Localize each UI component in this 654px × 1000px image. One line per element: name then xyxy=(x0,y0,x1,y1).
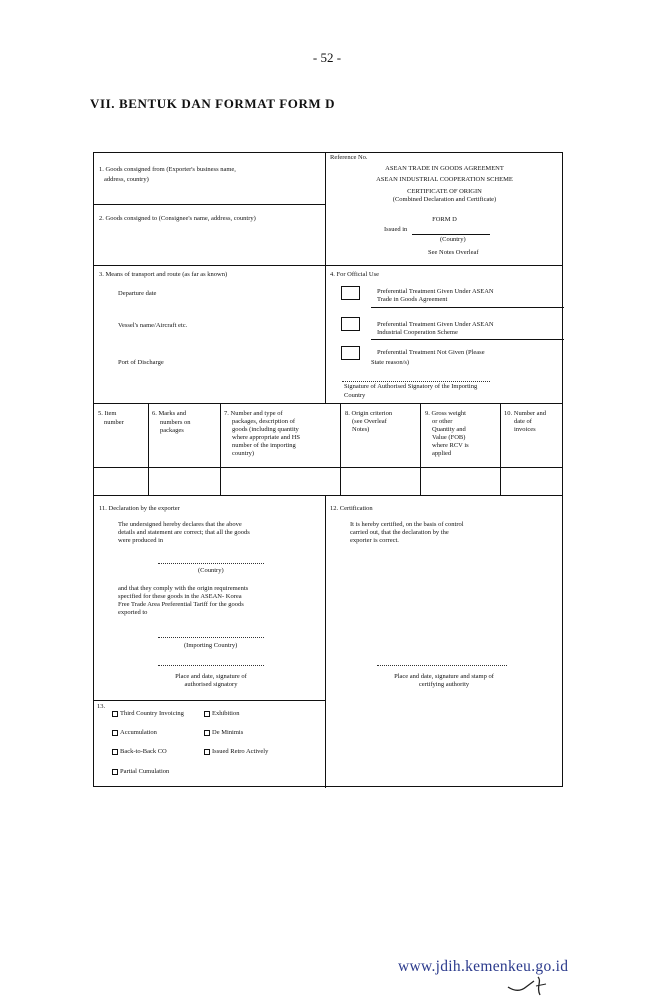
box11-place-l2: authorised signatory xyxy=(184,681,238,688)
form-d xyxy=(93,152,563,787)
see-notes: See Notes Overleaf xyxy=(428,249,479,256)
form-name: FORM D xyxy=(432,216,457,223)
vessel-name-label: Vessel's name/Aircraft etc. xyxy=(118,322,188,329)
box4-sig-line1: Signature of Authorised Signatory of the Importing xyxy=(344,383,478,390)
box4-opt2-line2: Industrial Cooperation Scheme xyxy=(377,329,458,336)
box11-p1-l2: details and statement are correct; that all the goods xyxy=(118,529,250,536)
box12-place-l2: certifying authority xyxy=(418,681,470,688)
box13-accumulation xyxy=(112,729,157,738)
box4-opt2-line1: Preferential Treatment Given Under ASEAN xyxy=(377,321,494,328)
official-use-checkbox-3 xyxy=(341,346,360,360)
col9-header-l3: Quantity and xyxy=(432,426,466,433)
col7-header-l4: where appropriate and HS xyxy=(232,434,301,441)
footer-url[interactable]: www.jdih.kemenkeu.go.id xyxy=(398,958,569,975)
checkbox-icon xyxy=(204,730,210,736)
col9-header-l5: where RCV is xyxy=(432,442,469,449)
box13-de-minimis-label: De Minimis xyxy=(212,729,244,736)
divider-row3 xyxy=(94,403,562,404)
box12-signature-line xyxy=(377,665,507,666)
divider-col-8-9 xyxy=(420,403,421,495)
box4-opt1-line2: Trade in Goods Agreement xyxy=(377,296,448,303)
box1-label-line1: 1. Goods consigned from (Exporter's business name, xyxy=(99,166,236,173)
box13-number: 13. xyxy=(97,703,106,710)
col10-header-l1: 10. Number and xyxy=(504,410,547,417)
col8-header-l3: Notes) xyxy=(352,426,370,433)
col9-header-l4: Value (FOB) xyxy=(432,434,466,441)
divider-columns-header xyxy=(94,467,562,468)
col5-header-l1: 5. Item xyxy=(98,410,117,417)
box13-partial xyxy=(112,768,169,777)
official-use-checkbox-2 xyxy=(341,317,360,331)
box3-label: 3. Means of transport and route (as far as known) xyxy=(99,271,228,278)
divider-col-7-8 xyxy=(340,403,341,495)
box4-opt2-rule xyxy=(371,339,564,340)
col6-header-l1: 6. Marks and xyxy=(152,410,187,417)
box2-label: 2. Goods consigned to (Consignee's name, address, country) xyxy=(99,215,256,222)
box11-importing-country: (Importing Country) xyxy=(184,642,238,649)
reference-country: (Country) xyxy=(440,236,466,243)
box12-place-l1: Place and date, signature and stamp of xyxy=(394,673,494,680)
issued-in-line xyxy=(412,234,490,235)
box11-p2-l4: exported to xyxy=(118,609,148,616)
box11-place-l1: Place and date, signature of xyxy=(175,673,247,680)
box11-p2-l3: Free Trade Area Preferential Tariff for the goods xyxy=(118,601,244,608)
col10-header-l3: invoices xyxy=(514,426,536,433)
box13-third-country-label: Third Country Invoicing xyxy=(120,710,184,717)
checkbox-icon xyxy=(112,769,118,775)
box4-opt3-line2: State reason/s) xyxy=(371,359,410,366)
official-use-checkbox-1 xyxy=(341,286,360,300)
col6-header-l2: numbers on xyxy=(160,419,191,426)
box13-exhibition-label: Exhibition xyxy=(212,710,240,717)
box4-sig-line2: Country xyxy=(344,392,366,399)
box11-p2-l1: and that they comply with the origin requirements xyxy=(118,585,249,592)
reference-line1: ASEAN TRADE IN GOODS AGREEMENT xyxy=(385,165,504,172)
issued-in-label: Issued in xyxy=(384,226,408,233)
box11-signature-line xyxy=(158,665,264,666)
col7-header-l6: country) xyxy=(232,450,255,457)
box13-label xyxy=(97,703,105,712)
col9-header-l6: applied xyxy=(432,450,452,457)
divider-row2 xyxy=(94,265,562,266)
divider-bottom-middle xyxy=(325,495,326,788)
divider-box11-box13 xyxy=(94,700,325,701)
reference-line3: CERTIFICATE OF ORIGIN xyxy=(407,188,482,195)
divider-row4 xyxy=(94,495,562,496)
box4-signature-line xyxy=(342,381,490,382)
box11-country: (Country) xyxy=(198,567,224,574)
col7-header-l3: goods (including quantity xyxy=(232,426,299,433)
box13-accumulation-label: Accumulation xyxy=(120,729,157,736)
checkbox-icon xyxy=(204,749,210,755)
box11-p1-l3: were produced in xyxy=(118,537,164,544)
box13-third-country xyxy=(112,710,184,719)
box11-importing-line xyxy=(158,637,264,638)
box11-p2-l2: specified for these goods in the ASEAN- Korea xyxy=(118,593,242,600)
port-of-discharge-label: Port of Discharge xyxy=(118,359,164,366)
box13-de-minimis xyxy=(204,729,243,738)
col5-header-l2: number xyxy=(104,419,124,426)
box4-label: 4. For Official Use xyxy=(330,271,379,278)
reference-line2: ASEAN INDUSTRIAL COOPERATION SCHEME xyxy=(376,176,513,183)
checkbox-icon xyxy=(204,711,210,717)
col6-header-l3: packages xyxy=(160,427,184,434)
box11-country-line xyxy=(158,563,264,564)
box12-p1-l3: exporter is correct. xyxy=(350,537,399,544)
divider-col-6-7 xyxy=(220,403,221,495)
box13-exhibition xyxy=(204,710,239,719)
box4-opt3-line1: Preferential Treatment Not Given (Please xyxy=(377,349,485,356)
page-number: - 52 - xyxy=(312,50,342,65)
box1-label-line2: address, country) xyxy=(104,176,149,183)
col8-header-l2: (see Overleaf xyxy=(352,418,387,425)
reference-label: Reference No. xyxy=(330,154,368,161)
divider-col-5-6 xyxy=(148,403,149,495)
divider-col-9-10 xyxy=(500,403,501,495)
box13-partial-label: Partial Cumulation xyxy=(120,768,170,775)
divider-box1-box2 xyxy=(94,204,325,205)
box13-back-to-back xyxy=(112,748,167,757)
col7-header-l5: number of the importing xyxy=(232,442,296,449)
checkbox-icon xyxy=(112,730,118,736)
box12-p1-l1: It is hereby certified, on the basis of control xyxy=(350,521,464,528)
departure-date-label: Departure date xyxy=(118,290,157,297)
box12-label: 12. Certification xyxy=(330,505,373,512)
section-title: VII. BENTUK DAN FORMAT FORM D xyxy=(90,96,336,111)
box13-issued-retro xyxy=(204,748,268,757)
col7-header-l1: 7. Number and type of xyxy=(224,410,283,417)
box12-p1-l2: carried out, that the declaration by the xyxy=(350,529,449,536)
col9-header-l2: or other xyxy=(432,418,453,425)
box4-opt1-line1: Preferential Treatment Given Under ASEAN xyxy=(377,288,494,295)
checkbox-icon xyxy=(112,711,118,717)
box11-label: 11. Declaration by the exporter xyxy=(99,505,180,512)
col7-header-l2: packages, description of xyxy=(232,418,295,425)
box13-issued-retro-label: Issued Retro Actively xyxy=(212,748,269,755)
box4-opt1-rule xyxy=(371,307,564,308)
checkbox-icon xyxy=(112,749,118,755)
box13-back-to-back-label: Back-to-Back CO xyxy=(120,748,167,755)
col8-header-l1: 8. Origin criterion xyxy=(345,410,393,417)
box11-p1-l1: The undersigned hereby declares that the above xyxy=(118,521,242,528)
col10-header-l2: date of xyxy=(514,418,532,425)
reference-line4: (Combined Declaration and Certificate) xyxy=(392,196,497,203)
signature-mark xyxy=(506,975,556,997)
col9-header-l1: 9. Gross weight xyxy=(425,410,466,417)
